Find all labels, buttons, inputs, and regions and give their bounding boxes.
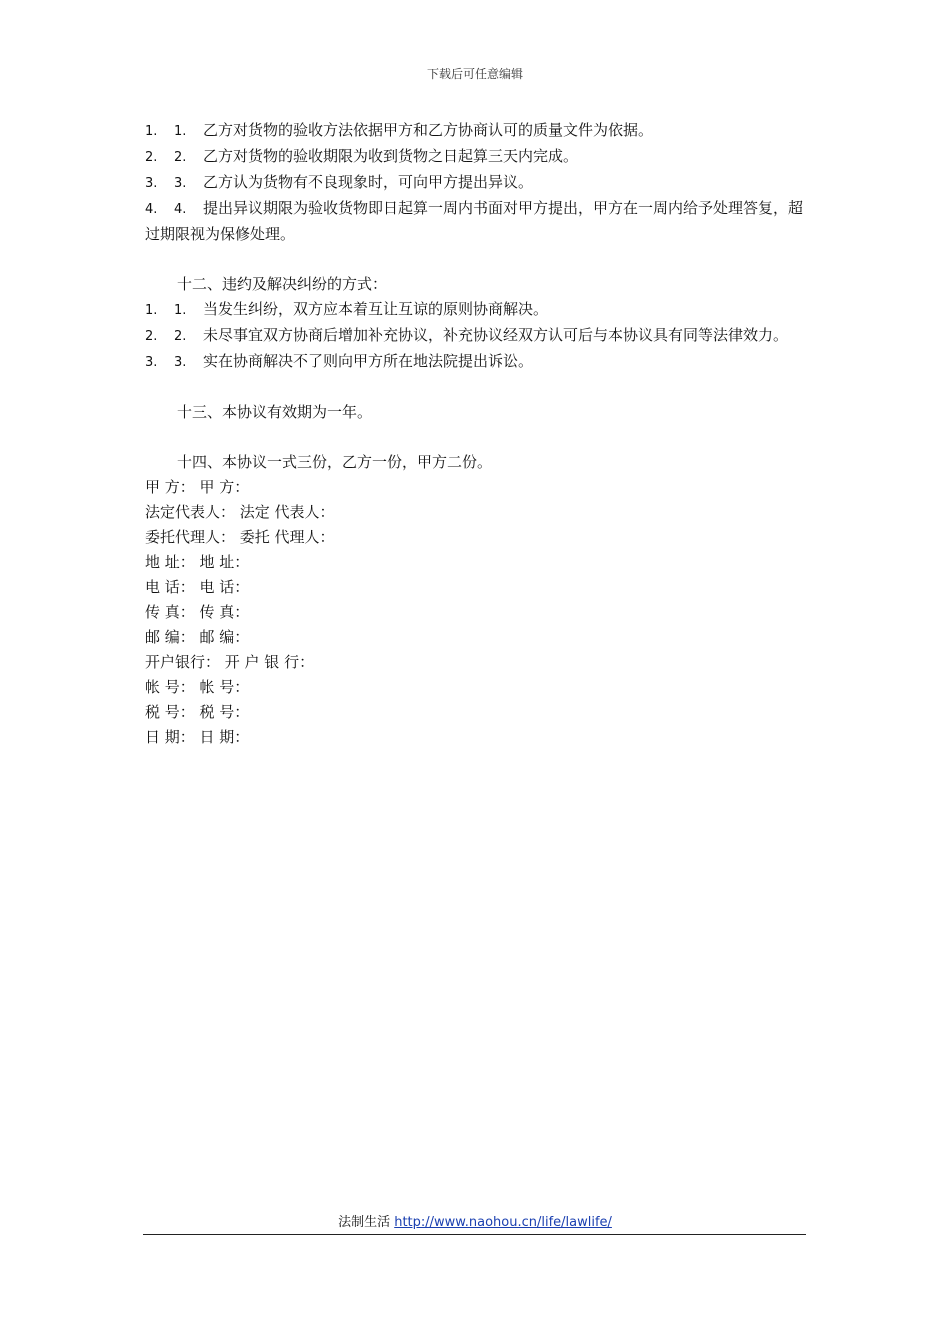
- list-number: 2.: [145, 329, 158, 344]
- signature-block: [145, 475, 807, 750]
- list-item: [145, 196, 807, 247]
- list-item: [145, 349, 807, 375]
- list-item: [145, 323, 807, 349]
- list-item-text: 乙方认为货物有不良现象时，可向甲方提出异议。: [203, 173, 534, 191]
- page-header: 下载后可任意编辑: [426, 67, 523, 81]
- list-item-text: 未尽事宜双方协商后增加补充协议，补充协议经双方认可后与本协议具有同等法律效力。: [203, 326, 789, 344]
- list-item-text: 乙方对货物的验收方法依据甲方和乙方协商认可的质量文件为依据。: [203, 121, 654, 139]
- signature-line: 邮 编： 邮 编：: [145, 628, 250, 646]
- list-number: 3.: [145, 176, 158, 191]
- signature-line: 委托代理人： 委托 代理人：: [145, 528, 335, 546]
- section-heading-12: 十二、违约及解决纠纷的方式：: [177, 275, 388, 293]
- section-heading-14: 十四、本协议一式三份，乙方一份，甲方二份。: [177, 453, 493, 471]
- footer-link[interactable]: http://www.naohou.cn/life/lawlife/: [394, 1215, 612, 1230]
- list-item-text: 提出异议期限为验收货物即日起算一周内书面对甲方提出，甲方在一周内给予处理答复，超过期限视为保修处理。: [145, 199, 804, 243]
- signature-line: 甲 方： 甲 方：: [145, 478, 250, 496]
- list-sub-number: 2.: [174, 329, 187, 344]
- list-number: 1.: [145, 303, 158, 318]
- list-item-text: 乙方对货物的验收期限为收到货物之日起算三天内完成。: [203, 147, 579, 165]
- footer-label: 法制生活: [338, 1215, 395, 1230]
- list-number: 2.: [145, 150, 158, 165]
- list-sub-number: 2.: [174, 150, 187, 165]
- signature-line: 日 期： 日 期：: [145, 728, 250, 746]
- section-heading-13: 十三、本协议有效期为一年。: [177, 403, 373, 421]
- page-footer: [0, 1214, 950, 1232]
- list-number: 3.: [145, 355, 158, 370]
- signature-line: 帐 号： 帐 号：: [145, 678, 250, 696]
- list-sub-number: 1.: [174, 303, 187, 318]
- list-item-text: 当发生纠纷，双方应本着互让互谅的原则协商解决。: [203, 300, 549, 318]
- signature-line: 地 址： 地 址：: [145, 553, 250, 571]
- document-body: [145, 118, 807, 750]
- list-sub-number: 3.: [174, 176, 187, 191]
- signature-line: 法定代表人： 法定 代表人：: [145, 503, 335, 521]
- list-item: [145, 170, 807, 196]
- list-item-text: 实在协商解决不了则向甲方所在地法院提出诉讼。: [203, 352, 534, 370]
- list-sub-number: 4.: [174, 202, 187, 217]
- acceptance-list: [145, 118, 807, 247]
- list-item: [145, 297, 807, 323]
- footer-divider: [143, 1234, 806, 1235]
- list-item: [145, 118, 807, 144]
- list-number: 4.: [145, 202, 158, 217]
- list-sub-number: 1.: [174, 124, 187, 139]
- list-item: [145, 144, 807, 170]
- list-sub-number: 3.: [174, 355, 187, 370]
- signature-line: 电 话： 电 话：: [145, 578, 250, 596]
- signature-line: 开户银行： 开 户 银 行：: [145, 653, 315, 671]
- list-number: 1.: [145, 124, 158, 139]
- signature-line: 传 真： 传 真：: [145, 603, 250, 621]
- signature-line: 税 号： 税 号：: [145, 703, 250, 721]
- dispute-list: [145, 297, 807, 375]
